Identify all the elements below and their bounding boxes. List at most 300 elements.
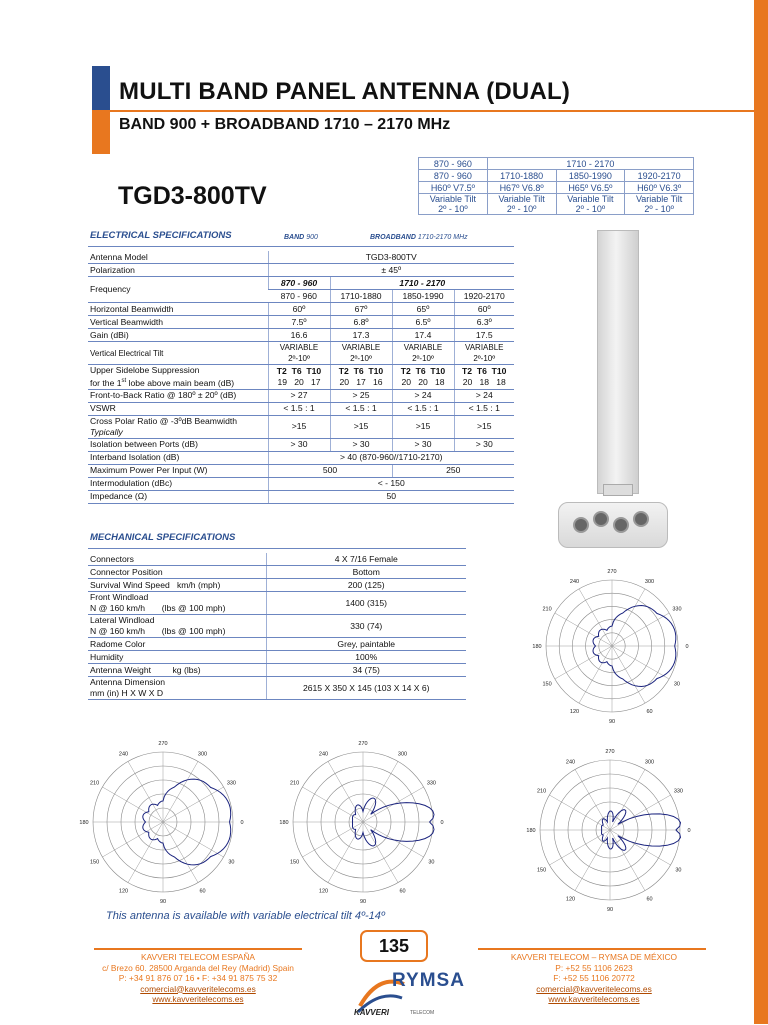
spec-value: 17.5 (454, 329, 514, 342)
spec-row (88, 651, 466, 664)
polar-tick-label: 240 (118, 751, 129, 758)
spec-value: > 30 (330, 438, 392, 451)
summary-cell: H67º V6.8º (487, 182, 556, 194)
polar-spoke (610, 830, 645, 891)
spec-row (88, 389, 514, 402)
spec-row (88, 579, 466, 592)
spec-value: 1710-1880 (330, 290, 392, 303)
spec-label: Connector Position (88, 566, 266, 579)
summary-cell: 1850-1990 (556, 170, 625, 182)
spec-value: 1920-2170 (454, 290, 514, 303)
spec-value: 6.8º (330, 316, 392, 329)
spec-value: 330 (74) (266, 615, 466, 638)
band-label (284, 234, 318, 241)
spec-value (330, 365, 392, 390)
spec-label: Maximum Power Per Input (W) (88, 464, 268, 477)
polar-tick-label: 240 (565, 759, 576, 766)
polar-tick-label: 210 (536, 788, 547, 795)
spec-row (88, 438, 514, 451)
spec-value: 7.5º (268, 316, 330, 329)
antenna-connector-view (558, 502, 668, 548)
mechanical-spec-table (88, 553, 466, 700)
spec-value: 870 - 960 (268, 277, 330, 290)
spec-row (88, 592, 466, 615)
mech-label: Antenna Dimension (90, 677, 166, 687)
spec-label: Impedance (Ω) (88, 490, 268, 503)
electrical-heading-rule (88, 246, 514, 247)
sl-val: 19 (277, 376, 288, 387)
spec-value: 60º (268, 303, 330, 316)
polar-tick-label: 30 (675, 867, 682, 874)
polar-tick-label: 60 (199, 888, 206, 895)
spec-label (88, 415, 268, 438)
mechanical-heading-rule (88, 548, 466, 549)
polar-tick-label: 90 (608, 719, 616, 725)
spec-value: > 25 (330, 389, 392, 402)
spec-label: Frequency (88, 277, 268, 303)
polar-spoke (612, 613, 669, 646)
spec-row (88, 615, 466, 638)
polar-tick-label: 270 (605, 749, 615, 755)
summary-row (419, 158, 694, 170)
spec-label: Horizontal Beamwidth (88, 303, 268, 316)
polar-tick-label: 0 (440, 820, 444, 826)
header-accent-orange (92, 110, 110, 154)
sl-head: T10 (491, 365, 507, 376)
logo-telecom-text: TELECOM (410, 1010, 435, 1016)
polar-tick-label: 300 (644, 759, 655, 766)
spec-value: > 40 (870-960//1710-2170) (268, 451, 514, 464)
spec-value: 100% (266, 651, 466, 664)
tilt-bottom: 2º-10º (288, 354, 310, 363)
tilt-bottom: 2º-10º (412, 354, 434, 363)
spec-value: 60º (454, 303, 514, 316)
spec-value: >15 (454, 415, 514, 438)
spec-value: 200 (125) (266, 579, 466, 592)
polar-spoke (549, 830, 610, 865)
summary-cell: H65º V6.5º (556, 182, 625, 194)
band-label-text: BAND (284, 234, 305, 241)
polar-tick-label: 330 (672, 606, 682, 613)
tilt-top: VARIABLE (341, 343, 381, 352)
tilt-top: VARIABLE (403, 343, 443, 352)
polar-spoke (163, 761, 198, 822)
antenna-bottom-cap (603, 484, 633, 496)
spec-value: > 30 (454, 438, 514, 451)
polar-tick-label: 60 (399, 888, 406, 895)
polar-tick-label: 180 (526, 828, 536, 834)
summary-tilt-range: 2º - 10º (644, 204, 674, 214)
spec-label (88, 579, 266, 592)
spec-label (88, 664, 266, 677)
mech-label: Survival Wind Speed (90, 579, 170, 590)
spec-label: Radome Color (88, 638, 266, 651)
spec-row (88, 477, 514, 490)
polar-tick-label: 210 (542, 606, 552, 613)
footer-right-email[interactable]: comercial@kavveritelecoms.es (536, 983, 652, 994)
spec-label: Vertical Beamwidth (88, 316, 268, 329)
spec-row (88, 664, 466, 677)
polar-spoke (328, 822, 363, 883)
spec-value: 500 (268, 464, 392, 477)
header-divider (110, 110, 768, 112)
spec-label: Humidity (88, 651, 266, 664)
spec-row (88, 638, 466, 651)
spec-row (88, 451, 514, 464)
polar-plot-bottom-middle (258, 732, 468, 912)
sl-head: T10 (368, 365, 384, 376)
spec-value: > 24 (454, 389, 514, 402)
polar-tick-label: 90 (606, 907, 614, 913)
polar-tick-label: 300 (197, 751, 208, 758)
spec-row (88, 251, 514, 264)
spec-value: >15 (330, 415, 392, 438)
connector-icon (593, 511, 609, 527)
spec-label: Vertical Electrical Tilt (88, 342, 268, 365)
polar-tick-label: 0 (687, 828, 691, 834)
sl-head: T2 (338, 365, 349, 376)
connector-icon (573, 517, 589, 533)
spec-value: < 1.5 : 1 (392, 402, 454, 415)
spec-row (88, 415, 514, 438)
polar-spoke (302, 787, 363, 822)
spec-value: < 1.5 : 1 (454, 402, 514, 415)
spec-label: Antenna Model (88, 251, 268, 264)
polar-tick-label: 120 (118, 888, 129, 895)
summary-tilt-range: 2º - 10º (506, 204, 537, 214)
orange-edge-bar (754, 0, 768, 1024)
polar-plot-bottom-right (505, 738, 715, 918)
sl-val: 16 (372, 376, 383, 387)
summary-cell (487, 194, 556, 215)
polar-tick-label: 210 (89, 780, 100, 787)
sl-val: 20 (294, 376, 304, 387)
spec-value: 34 (75) (266, 664, 466, 677)
connector-icon (633, 511, 649, 527)
broadband-label-text: BROADBAND (370, 234, 416, 241)
sl-head: T6 (476, 365, 487, 376)
page-number: 135 (360, 930, 428, 962)
spec-row (88, 677, 466, 700)
polar-tick-label: 330 (673, 788, 684, 795)
spec-value: TGD3-800TV (268, 251, 514, 264)
sl-val: 18 (496, 376, 506, 387)
spec-value (392, 342, 454, 365)
polar-tick-label: 240 (318, 751, 329, 758)
polar-tick-label: 150 (542, 681, 552, 688)
polar-plot-bottom-left (58, 732, 268, 912)
summary-cell: 1710 - 2170 (487, 158, 693, 170)
summary-cell: 1920-2170 (625, 170, 694, 182)
polar-tick-label: 150 (289, 859, 300, 866)
polar-spoke (575, 769, 610, 830)
polar-tick-label: 300 (397, 751, 408, 758)
polar-tick-label: 300 (644, 579, 655, 586)
polar-tick-label: 180 (79, 820, 89, 826)
mech-unit: N @ 160 km/h (90, 603, 146, 613)
polar-tick-label: 150 (536, 867, 547, 874)
tilt-top: VARIABLE (464, 343, 504, 352)
footer-right-phone: P: +52 55 1106 2623 (555, 962, 633, 973)
summary-table (418, 157, 694, 215)
spec-row (88, 402, 514, 415)
spec-value: Grey, paintable (266, 638, 466, 651)
band-label-value: 900 (306, 234, 318, 241)
mech-label: Antenna Weight (90, 664, 151, 675)
polar-spoke (363, 761, 398, 822)
mech-unit: km/h (mph) (176, 579, 221, 590)
summary-row (419, 182, 694, 194)
polar-tick-label: 30 (428, 859, 435, 866)
xpol-typically: Typically (90, 426, 123, 437)
electrical-spec-table (88, 251, 514, 504)
spec-label: Intermodulation (dBc) (88, 477, 268, 490)
polar-tick-label: 180 (532, 644, 542, 650)
spec-value: 17.3 (330, 329, 392, 342)
footer-rule-left (94, 948, 302, 950)
spec-label: Front-to-Back Ratio @ 180º ± 20º (dB) (88, 389, 268, 402)
summary-cell (419, 194, 488, 215)
spec-row (88, 365, 514, 390)
spec-value: < - 150 (268, 477, 514, 490)
summary-cell: H60º V6.3º (625, 182, 694, 194)
sl-val: 17 (310, 376, 321, 387)
summary-cell (625, 194, 694, 215)
spec-row (88, 553, 466, 566)
summary-cell: H60º V7.5º (419, 182, 488, 194)
spec-value (330, 342, 392, 365)
tilt-bottom: 2º-10º (350, 354, 372, 363)
broadband-label (370, 234, 468, 241)
summary-row (419, 170, 694, 182)
logo-rymsa-text: RYMSA (392, 970, 465, 991)
spec-row (88, 264, 514, 277)
polar-spoke (575, 830, 610, 891)
spec-value (268, 342, 330, 365)
summary-cell: 870 - 960 (419, 158, 488, 170)
polar-spoke (302, 822, 363, 857)
polar-spoke (549, 795, 610, 830)
spec-label: Isolation between Ports (dB) (88, 438, 268, 451)
sl-val: 20 (339, 376, 350, 387)
mech-unit: N @ 160 km/h (90, 626, 146, 636)
spec-row (88, 566, 466, 579)
polar-tick-label: 210 (289, 780, 300, 787)
sl-head: T6 (353, 365, 364, 376)
summary-tilt-range: 2º - 10º (438, 204, 468, 214)
tilt-note: This antenna is available with variable electrical tilt 4º-14º (106, 910, 385, 922)
mech-label: Front Windload (90, 592, 149, 602)
summary-tilt-range: 2º - 10º (575, 204, 606, 214)
footer-right-fax: F: +52 55 1106 20772 (553, 973, 635, 983)
sl-head: T6 (415, 365, 426, 376)
spec-value: > 30 (268, 438, 330, 451)
spec-value: > 24 (392, 389, 454, 402)
summary-tilt-label: Variable Tilt (498, 194, 545, 204)
polar-spoke (163, 822, 224, 857)
footer-left-address: c/ Brezo 60. 28500 Arganda del Rey (Madrid) Spain (102, 962, 294, 973)
electrical-heading: ELECTRICAL SPECIFICATIONS (90, 230, 232, 241)
spec-value: > 30 (392, 438, 454, 451)
sl-head: T10 (306, 365, 322, 376)
summary-cell: 1710-1880 (487, 170, 556, 182)
spec-value: 1710 - 2170 (330, 277, 514, 290)
polar-tick-label: 330 (226, 780, 237, 787)
mech-unit-alt: (lbs @ 100 mph) (161, 626, 226, 636)
broadband-label-value: 1710-2170 MHz (417, 234, 468, 241)
spec-value (454, 365, 514, 390)
polar-tick-label: 90 (159, 899, 167, 905)
spec-value: > 27 (268, 389, 330, 402)
polar-tick-label: 120 (318, 888, 329, 895)
spec-row (88, 490, 514, 503)
spec-row (88, 303, 514, 316)
mech-unit: mm (in) H X W X D (90, 688, 164, 698)
footer-right (476, 952, 712, 1005)
polar-tick-label: 270 (158, 741, 168, 747)
tilt-top: VARIABLE (279, 343, 319, 352)
polar-tick-label: 240 (569, 579, 580, 586)
spec-value: 67º (330, 303, 392, 316)
spec-value: >15 (392, 415, 454, 438)
spec-row (88, 464, 514, 477)
logo-kavveri-text: KAVVERI (354, 1008, 389, 1017)
page-subtitle: BAND 900 + BROADBAND 1710 – 2170 MHz (119, 116, 451, 133)
mech-unit-alt: (lbs @ 100 mph) (161, 603, 226, 613)
polar-tick-label: 30 (673, 681, 681, 688)
polar-tick-label: 120 (565, 896, 576, 903)
spec-value: 6.5º (392, 316, 454, 329)
sl-head: T10 (430, 365, 446, 376)
summary-tilt-label: Variable Tilt (635, 194, 683, 204)
spec-value: 6.3º (454, 316, 514, 329)
polar-tick-label: 150 (89, 859, 100, 866)
sl-val: 20 (462, 376, 473, 387)
spec-value (268, 365, 330, 390)
spec-label: Connectors (88, 553, 266, 566)
footer-rule-right (478, 948, 706, 950)
summary-row (419, 194, 694, 215)
company-logo (352, 968, 465, 1025)
polar-tick-label: 0 (685, 644, 689, 650)
tilt-bottom: 2º-10º (473, 354, 496, 363)
polar-spoke (612, 646, 669, 679)
footer-right-name: KAVVERI TELECOM – RYMSA DE MÉXICO (510, 952, 678, 962)
sidelobe-label-sup: st (121, 378, 127, 384)
sl-val: 18 (479, 376, 490, 387)
spec-label: Interband Isolation (dB) (88, 451, 268, 464)
footer-left-email[interactable]: comercial@kavveritelecoms.es (140, 983, 256, 994)
model-name: TGD3-800TV (118, 182, 267, 210)
spec-label: Gain (dBi) (88, 329, 268, 342)
spec-value (392, 365, 454, 390)
sl-val: 17 (356, 376, 366, 387)
mech-unit: kg (lbs) (172, 664, 201, 675)
header-accent-blue (92, 66, 110, 110)
footer-left-web[interactable]: www.kavveritelecoms.es (152, 994, 244, 1004)
sl-head: T6 (291, 365, 302, 376)
summary-tilt-label: Variable Tilt (429, 194, 477, 204)
spec-value: 4 X 7/16 Female (266, 553, 466, 566)
polar-tick-label: 60 (646, 708, 653, 715)
xpol-label: Cross Polar Ratio @ -3ºdB Beamwidth (90, 415, 238, 426)
mechanical-heading: MECHANICAL SPECIFICATIONS (90, 532, 236, 543)
polar-spoke (328, 761, 363, 822)
polar-spoke (363, 822, 398, 883)
spec-value: 2615 X 350 X 145 (103 X 14 X 6) (266, 677, 466, 700)
spec-value: < 1.5 : 1 (268, 402, 330, 415)
spec-row (88, 329, 514, 342)
polar-tick-label: 30 (228, 859, 235, 866)
polar-spoke (163, 787, 224, 822)
polar-plot-right-top (510, 560, 714, 732)
sl-head: T2 (400, 365, 411, 376)
summary-cell (556, 194, 625, 215)
spec-value: 1850-1990 (392, 290, 454, 303)
spec-value: 870 - 960 (268, 290, 330, 303)
spec-value: 17.4 (392, 329, 454, 342)
footer-right-web[interactable]: www.kavveritelecoms.es (548, 994, 640, 1004)
spec-value: 16.6 (268, 329, 330, 342)
spec-label (88, 592, 266, 615)
polar-tick-label: 60 (646, 896, 653, 903)
spec-value: 65º (392, 303, 454, 316)
spec-value (454, 342, 514, 365)
polar-tick-label: 180 (279, 820, 289, 826)
polar-tick-label: 0 (240, 820, 244, 826)
sidelobe-label-1: Upper Sidelobe Suppression (90, 365, 200, 375)
spec-value: >15 (268, 415, 330, 438)
spec-label (88, 615, 266, 638)
polar-tick-label: 270 (607, 569, 617, 575)
sidelobe-label-3: lobe above main beam (dB) (126, 377, 235, 388)
sl-val: 20 (418, 376, 428, 387)
spec-value: 50 (268, 490, 514, 503)
spec-label: Polarization (88, 264, 268, 277)
spec-value: 1400 (315) (266, 592, 466, 615)
spec-label (88, 677, 266, 700)
connector-icon (613, 517, 629, 533)
sl-head: T2 (276, 365, 287, 376)
page-title: MULTI BAND PANEL ANTENNA (DUAL) (119, 78, 571, 105)
spec-label (88, 365, 268, 390)
polar-tick-label: 90 (359, 899, 367, 905)
summary-tilt-label: Variable Tilt (567, 194, 614, 204)
polar-tick-label: 120 (569, 708, 580, 715)
spec-label: VSWR (88, 402, 268, 415)
sl-val: 20 (401, 376, 412, 387)
spec-value: Bottom (266, 566, 466, 579)
spec-row (88, 277, 514, 290)
footer-left (78, 952, 318, 1005)
sl-head: T2 (462, 365, 473, 376)
polar-spoke (610, 769, 645, 830)
footer-left-phone: P: +34 91 876 07 16 • F: +34 91 875 75 32 (118, 973, 278, 983)
spec-value: ± 45º (268, 264, 514, 277)
antenna-image (597, 230, 639, 494)
polar-tick-label: 270 (358, 741, 368, 747)
footer-left-name: KAVVERI TELECOM ESPAÑA (140, 952, 256, 962)
polar-tick-label: 330 (426, 780, 437, 787)
spec-value: < 1.5 : 1 (330, 402, 392, 415)
sidelobe-label-2: for the 1 (90, 377, 122, 388)
sl-val: 18 (434, 376, 445, 387)
spec-row (88, 342, 514, 365)
spec-value: 250 (392, 464, 514, 477)
spec-row (88, 316, 514, 329)
summary-cell: 870 - 960 (419, 170, 488, 182)
mech-label: Lateral Windload (90, 615, 155, 625)
